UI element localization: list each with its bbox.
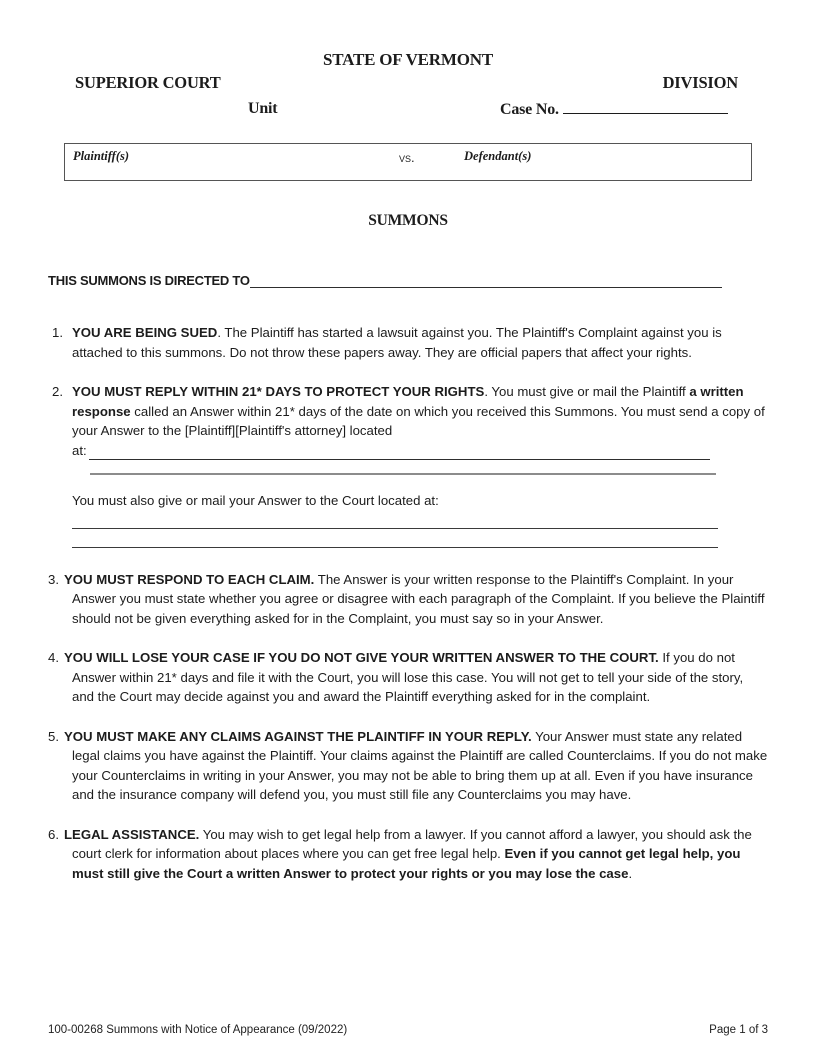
item-text: 3. YOU MUST RESPOND TO EACH CLAIM. The Answer is your written response to the Plaintiff's Complaint. In your Answer you must state whether you agree or disagree with each paragraph of the Complaint. If you believe the Plaintiff should not be given everything asked for in the Complaint, you must say so in your Answer. (48, 571, 765, 626)
court-address-note: You must also give or mail your Answer to the Court located at: (72, 493, 439, 508)
item-number: 3. (48, 571, 59, 587)
item-number: 2. (52, 384, 63, 399)
plaintiff-address-row (72, 441, 768, 461)
vs-label: vs. (399, 150, 415, 165)
case-no-blank-line[interactable] (563, 100, 728, 114)
plaintiff-label: Plaintiff(s) (73, 149, 130, 163)
page-number: Page 1 of 3 (709, 1024, 768, 1036)
at-label: at: (72, 442, 87, 458)
item-text: YOU MUST REPLY WITHIN 21* DAYS TO PROTECT YOUR RIGHTS. You must give or mail the Plaintiff a written response called an Answer within 21* days of the date on which you received this Summons. You must send a copy of your Answer to the [Plaintiff][Plaintiff's attorney] located (72, 384, 765, 438)
party-caption-box (64, 143, 752, 181)
unit-label: Unit (248, 100, 278, 117)
item-number: 6. (48, 826, 59, 842)
item-number: 5. (48, 728, 59, 744)
court-division-row (48, 73, 768, 93)
case-no-label: Case No. (500, 101, 559, 118)
item-text: YOU ARE BEING SUED. The Plaintiff has started a lawsuit against you. The Plaintiff's Complaint against you is attached to this summons. Do not throw these papers away. They are official papers that affect your rights. (72, 325, 722, 360)
summons-item-6 (48, 825, 768, 884)
division-label: DIVISION (662, 73, 738, 92)
directed-to-label: THIS SUMMONS IS DIRECTED TO (48, 273, 250, 288)
defendant-label: Defendant(s) (464, 149, 532, 163)
item-text: 5. YOU MUST MAKE ANY CLAIMS AGAINST THE PLAINTIFF IN YOUR REPLY. Your Answer must state any related legal claims you have against the Plaintiff. Your claims against the Plaintiff are called Counterclaims. If you do not make your Counterclaims in writing in your Answer, you may not be able to bring them up at all. Even if you have insurance and the insurance company will defend you, you must still file any Counterclaims you may have. (48, 728, 768, 802)
superior-court-label: SUPERIOR COURT (75, 73, 221, 92)
summons-item-2 (48, 382, 768, 548)
court-address-line-2[interactable] (72, 529, 718, 548)
summons-item-1 (48, 323, 768, 362)
case-no-field (500, 100, 728, 119)
court-address-line-1[interactable] (72, 511, 718, 529)
plaintiff-address-line-2[interactable] (90, 473, 716, 475)
doc-title: SUMMONS (368, 212, 448, 229)
summons-item-3 (48, 570, 768, 629)
state-title: STATE OF VERMONT (323, 50, 493, 69)
item-number: 1. (52, 325, 63, 340)
directed-to-blank-line[interactable] (250, 275, 722, 288)
unit-case-row (48, 100, 768, 122)
page-footer (48, 1024, 768, 1036)
summons-item-5 (48, 727, 768, 805)
summons-item-list (48, 323, 768, 883)
summons-item-4 (48, 648, 768, 707)
plaintiff-address-line-1[interactable] (89, 447, 710, 460)
form-number: 100-00268 Summons with Notice of Appearance (09/2022) (48, 1024, 348, 1036)
item-number: 4. (48, 650, 59, 665)
item-text: 6. LEGAL ASSISTANCE. You may wish to get legal help from a lawyer. If you cannot afford a lawyer, you should ask the court clerk for information about places where you can get free legal help. Even if you cannot get legal help, you must still give the Court a written Answer to protect your rights or you may lose the case. (48, 826, 752, 881)
directed-to-row (48, 273, 768, 288)
item-text: 4. YOU WILL LOSE YOUR CASE IF YOU DO NOT GIVE YOUR WRITTEN ANSWER TO THE COURT. If you do not Answer within 21* days and file it with the Court, you will lose this case. You will not get to tell your side of the story, and the Court may decide against you and award the Plaintiff everything asked for in the complaint. (48, 650, 744, 704)
